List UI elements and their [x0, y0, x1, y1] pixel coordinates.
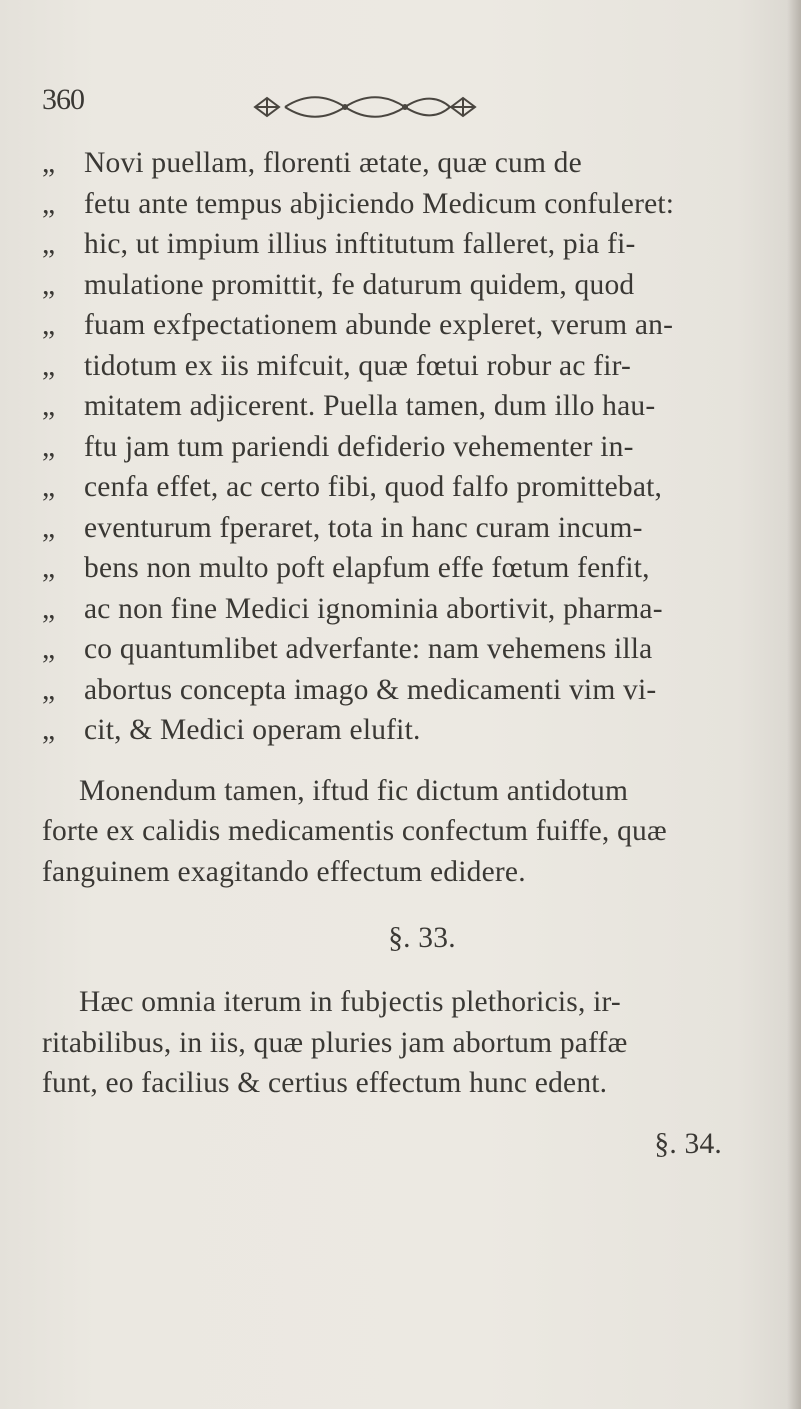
text-line-content: ac non fine Medici ignominia abortivit, pharma-	[84, 592, 663, 625]
text-line	[42, 305, 762, 346]
text-line-content: ftu jam tum pariendi defiderio vehementer in-	[84, 430, 634, 463]
text-line	[42, 467, 762, 508]
quote-mark: „	[42, 633, 56, 665]
text-line	[42, 143, 762, 184]
text-line-content: tidotum ex iis mifcuit, quæ fœtui robur ac fir-	[84, 349, 632, 382]
text-line-content: cit, & Medici operam elufit.	[84, 714, 421, 746]
text-line	[42, 1023, 762, 1064]
text-line	[42, 670, 762, 711]
text-line	[42, 184, 762, 225]
quote-mark: „	[42, 349, 56, 382]
page-number: 360	[42, 83, 84, 116]
text-line-content: mulatione promittit, fe daturum quidem, quod	[84, 268, 635, 301]
text-line-content: ritabilibus, in iis, quæ pluries jam abortum paffæ	[42, 1026, 628, 1059]
text-line	[42, 982, 762, 1023]
quote-mark: „	[42, 714, 56, 746]
text-line-content: Novi puellam, florenti ætate, quæ cum de	[84, 147, 582, 179]
text-line	[42, 710, 762, 751]
text-line	[42, 1063, 762, 1104]
text-line	[42, 224, 762, 265]
quote-mark: „	[42, 511, 56, 544]
main-text	[42, 143, 762, 1164]
text-line	[42, 771, 762, 812]
quote-mark: „	[42, 309, 56, 341]
text-line-content: Hæc omnia iterum in fubjectis plethoricis, ir-	[79, 986, 621, 1018]
quote-mark: „	[42, 187, 56, 220]
text-line-content: forte ex calidis medicamentis confectum fuiffe, quæ	[42, 815, 667, 847]
text-line-content: abortus concepta imago & medicamenti vim vi-	[84, 673, 657, 706]
paragraph-commentary	[42, 771, 762, 893]
text-line	[42, 265, 762, 306]
text-line	[42, 589, 762, 630]
quote-mark: „	[42, 592, 56, 625]
text-line-content: bens non multo poft elapfum effe fœtum fenfit,	[84, 552, 650, 584]
paragraph-quotation	[42, 143, 762, 751]
text-line	[42, 386, 762, 427]
quote-mark: „	[42, 552, 56, 584]
paragraph-section-33	[42, 982, 762, 1104]
text-line-content: fuam exfpectationem abunde expleret, verum an-	[84, 309, 674, 341]
quote-mark: „	[42, 673, 56, 706]
text-line	[42, 508, 762, 549]
text-line-content: hic, ut impium illius inftitutum falleret, pia fi-	[84, 228, 636, 260]
section-heading: §. 33.	[388, 922, 456, 954]
text-line-content: co quantumlibet adverfante: nam vehemens illa	[84, 633, 653, 665]
text-line	[42, 548, 762, 589]
ornament-icon	[245, 90, 485, 124]
text-line	[42, 629, 762, 670]
text-line-content: cenfa effet, ac certo fibi, quod falfo promittebat,	[84, 471, 663, 503]
text-line	[42, 811, 762, 852]
text-line-content: eventurum fperaret, tota in hanc curam incum-	[84, 511, 643, 544]
quote-mark: „	[42, 228, 56, 260]
text-line-content: fetu ante tempus abjiciendo Medicum confuleret:	[84, 187, 675, 220]
quote-mark: „	[42, 147, 56, 179]
text-line-content: Monendum tamen, iftud fic dictum antidotum	[79, 774, 629, 807]
page-edge-shadow	[787, 0, 801, 1409]
catchword: §. 34.	[654, 1127, 722, 1160]
text-line	[42, 852, 762, 893]
text-line-content: mitatem adjicerent. Puella tamen, dum illo hau-	[84, 390, 656, 422]
quote-mark: „	[42, 390, 56, 422]
text-line	[42, 346, 762, 387]
text-line-content: funt, eo facilius & certius effectum hunc edent.	[42, 1067, 608, 1099]
text-line-content: fanguinem exagitando effectum edidere.	[42, 855, 526, 888]
text-line	[42, 427, 762, 468]
quote-mark: „	[42, 268, 56, 301]
quote-mark: „	[42, 471, 56, 503]
quote-mark: „	[42, 430, 56, 463]
